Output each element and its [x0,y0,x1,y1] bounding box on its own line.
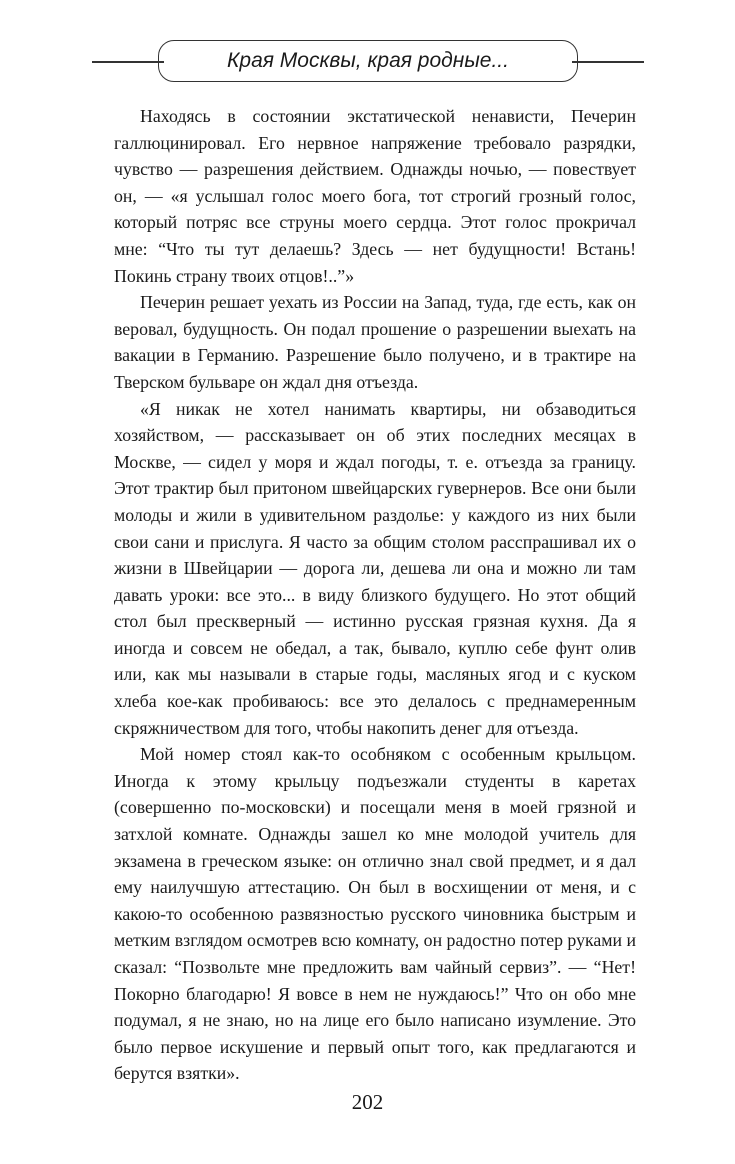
running-header [92,40,644,84]
body-text [114,103,636,1087]
paragraph: Печерин решает уехать из России на Запад, туда, где есть, как он веровал, будущность. Он подал прошение о разрешении выехать на вакации в Германию. Разрешение было получено, и в трактире на Тверском бульваре он ждал дня отъезда. [114,292,636,392]
header-rule-left [92,61,164,63]
paragraph: «Я никак не хотел нанимать квартиры, ни обзаводиться хозяйством, — рассказывает он об этих последних месяцах в Москве, — сидел у моря и ждал погоды, т. е. отъезда за границу. Этот трактир был притоном швейцарских гувернеров. Все они были молоды и жили в удивительном раздолье: у каждого из них были свои сани и прислуга. Я часто за общим столом расспрашивал их о жизни в Швейцарии — дорога ли, дешева ли она и можно ли там давать уроки: все это... в виду близкого будущего. Но этот общий стол был прескверный — истинно русская грязная кухня. Да я иногда и совсем не обедал, а так, бывало, куплю себе фунт олив или, как мы называли в старые годы, масляных ягод и с куском хлеба кое-как пробиваюсь: все это делалось с преднамеренным скряжничеством для того, чтобы накопить денег для отъезда. [114,398,636,738]
header-frame [158,40,578,82]
running-title: Края Москвы, края родные... [227,49,509,72]
header-rule-right [572,61,644,63]
paragraph: Мой номер стоял как-то особняком с особенным крыльцом. Иногда к этому крыльцу подъезжали студенты в каретах (совершенно по-московски) и посещали меня в моей грязной и затхлой комнате. Однажды зашел ко мне молодой учитель для экзамена в греческом языке: он отлично знал свой предмет, и я дал ему наилучшую аттестацию. Он был в восхищении от меня, и с какою-то особенною развязностью русского чиновника быстрым и метким взглядом осмотрев всю комнату, он радостно потер руками и сказал: “Позвольте мне предложить вам чайный сервиз”. — “Нет! Покорно благодарю! Я вовсе в нем не нуждаюсь!” Что он обо мне подумал, я не знаю, но на лице его было написано изумление. Это было первое искушение и первый опыт того, как предлагаются и берутся взятки». [114,744,636,1084]
page-number: 202 [351,1090,384,1114]
paragraph: Находясь в состоянии экстатической ненависти, Печерин галлюцинировал. Его нервное напряжение требовало разрядки, чувство — разрешения действием. Однажды ночью, — повествует он, — «я услышал голос моего бога, тот строгий грозный голос, который потряс все струны моего сердца. Этот голос прокричал мне: “Что ты тут делаешь? Здесь — нет будущности! Встань! Покинь страну твоих отцов!..”» [114,106,636,286]
